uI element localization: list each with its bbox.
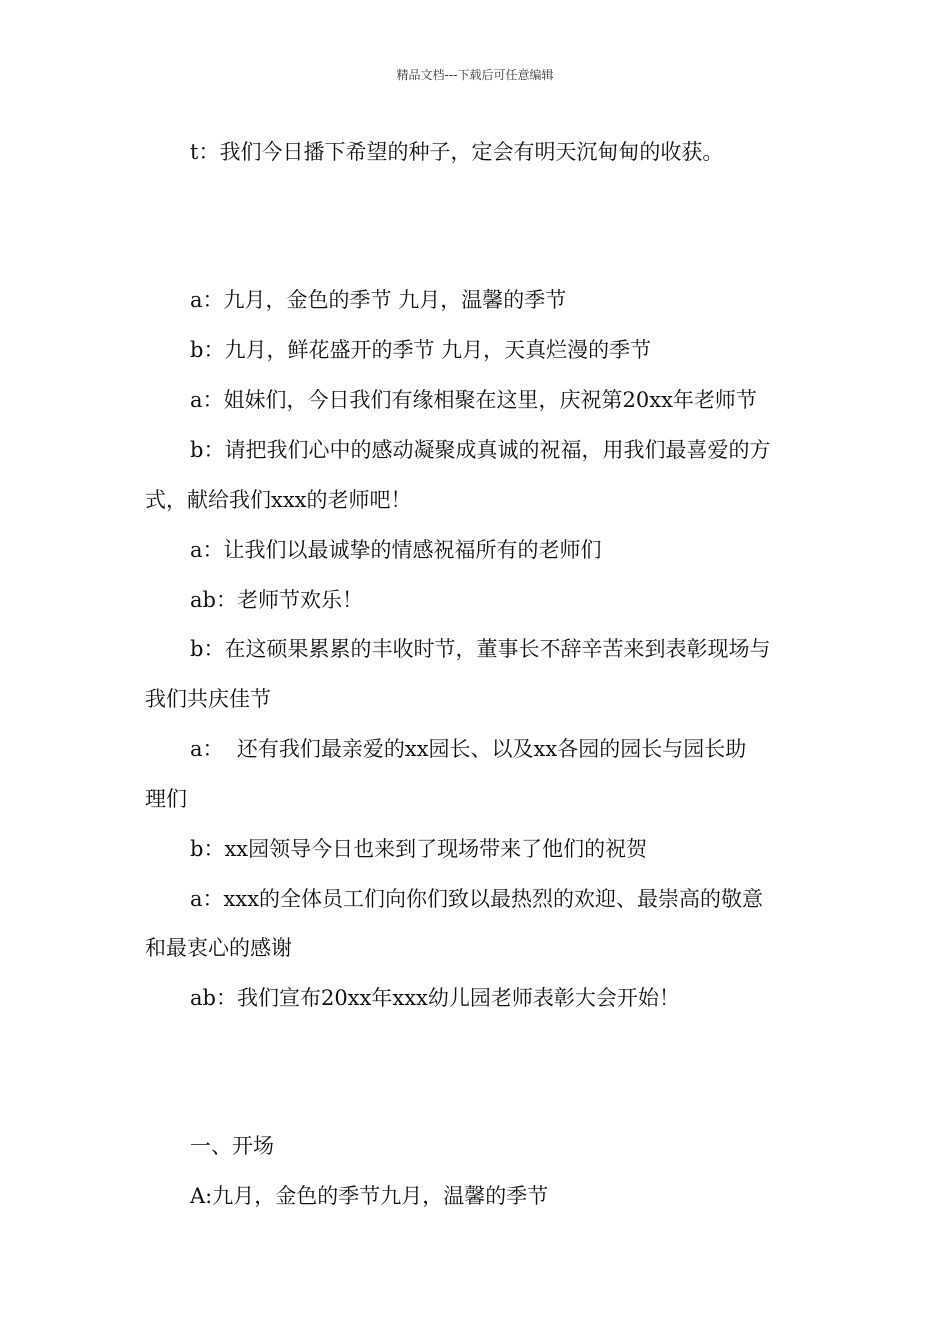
text-line: ab：老师节欢乐！ — [190, 588, 363, 612]
text-line: a： 还有我们最亲爱的xx园长、以及xx各园的园长与园长助 — [190, 737, 747, 761]
text-line: A:九月，金色的季节九月，温馨的季节 — [190, 1184, 549, 1208]
text-line: t：我们今日播下希望的种子，定会有明天沉甸甸的收获。 — [190, 140, 724, 164]
page-header: 精品文档---下载后可任意编辑 — [396, 68, 554, 82]
text-line: a：九月，金色的季节 九月，温馨的季节 — [190, 288, 567, 312]
text-line: b：xx园领导今日也来到了现场带来了他们的祝贺 — [190, 837, 648, 861]
text-line: a：让我们以最诚挚的情感祝福所有的老师们 — [190, 538, 602, 562]
text-line: ab：我们宣布20xx年xxx幼儿园老师表彰大会开始！ — [190, 986, 680, 1010]
text-line: 式，献给我们xxx的老师吧！ — [145, 488, 412, 512]
text-line: 理们 — [145, 787, 187, 811]
text-line: b：在这硕果累累的丰收时节，董事长不辞辛苦来到表彰现场与 — [190, 637, 771, 661]
text-line: 和最衷心的感谢 — [145, 936, 292, 960]
text-line: 我们共庆佳节 — [145, 687, 271, 711]
text-line: b：请把我们心中的感动凝聚成真诚的祝福，用我们最喜爱的方 — [190, 438, 771, 462]
text-line: b：九月，鲜花盛开的季节 九月，天真烂漫的季节 — [190, 338, 652, 362]
section-heading: 一、开场 — [190, 1134, 274, 1158]
text-line: a：xxx的全体员工们向你们致以最热烈的欢迎、最崇高的敬意 — [190, 887, 764, 911]
text-line: a：姐妹们，今日我们有缘相聚在这里，庆祝第20xx年老师节 — [190, 388, 757, 412]
